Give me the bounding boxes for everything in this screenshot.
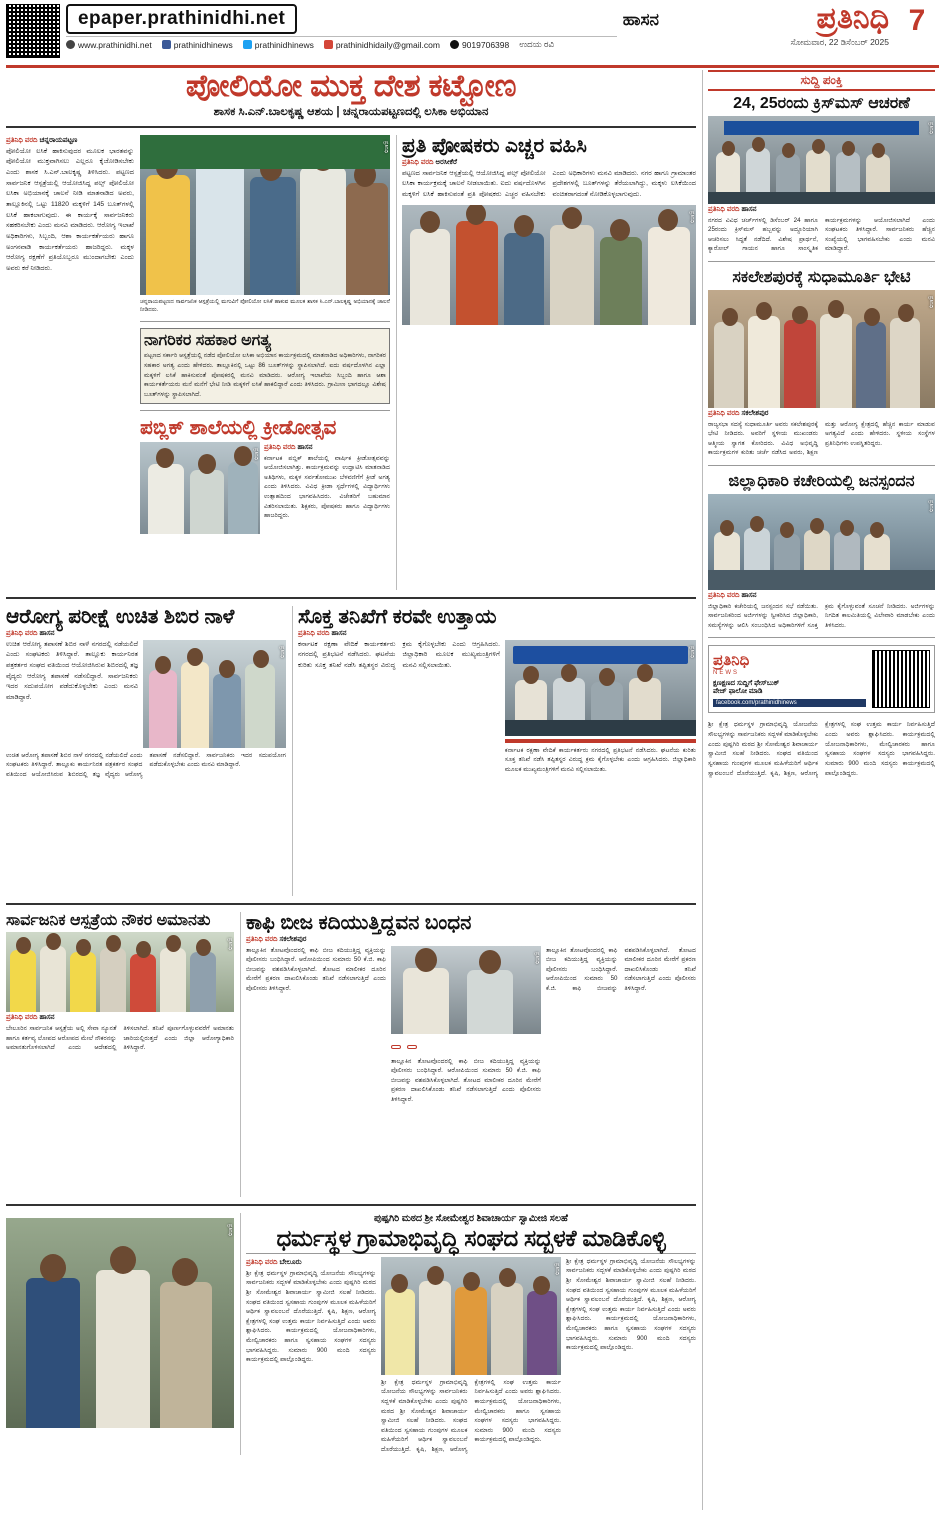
article-body: ಪಟ್ಟಣದ ಸಾರ್ವಜನಿಕ ಆಸ್ಪತ್ರೆಯಲ್ಲಿ ಆಯೋಜಿಸಿದ್ದ ಪಲ್ಸ್ ಪೋಲಿಯೋ ಲಸಿಕಾ ಕಾರ್ಯಕ್ರಮಕ್ಕೆ ಚಾಲನೆ ನೀಡಲಾಯಿತು. ಐದು ವರ್ಷದೊಳಗಿನ ಮಕ್ಕಳಿಗೆ ಲಸಿಕೆ ಹಾಕಿಸುವಂತೆ ಪ್ರತಿ ಪೋಷಕರು ಎಚ್ಚರ ವಹಿಸಬೇಕು ಎಂದು ಅಧಿಕಾರಿಗಳು ಮನವಿ ಮಾಡಿದರು. ನಗರ ಹಾಗೂ ಗ್ರಾಮಾಂತರ ಪ್ರದೇಶಗಳಲ್ಲಿ ಬೂತ್‌ಗಳನ್ನು ತೆರೆಯಲಾಗಿದ್ದು, ಮಕ್ಕಳು ಲಸಿಕೆಯಿಂದ ವಂಚಿತರಾಗದಂತೆ ನೋಡಿಕೊಳ್ಳಲಾಗುವುದು. [402,169,696,198]
article-photo [402,205,696,325]
camp-badge [505,739,696,743]
article-suspension [240,912,696,1197]
photo-credit: ಪ್ರತಿನಿಧಿ [227,1223,233,1236]
photo-credit: ಪ್ರತಿನಿಧಿ [227,938,233,951]
article-nagarikara [396,135,696,590]
lead-text-col [6,135,134,590]
photo-credit: ಪ್ರತಿನಿಧಿ [279,645,285,658]
body-grid [6,70,939,1510]
divider [140,321,390,322]
article-body: ಜಿಲ್ಲಾಧಿಕಾರಿ ಕಚೇರಿಯಲ್ಲಿ ಜನಸ್ಪಂದನ ಸಭೆ ನಡೆಯಿತು. ಸಾರ್ವಜನಿಕರಿಂದ ಅರ್ಜಿಗಳನ್ನು ಸ್ವೀಕರಿಸಿದ ಜಿಲ್ಲಾಧಿಕಾರಿ, ಸಮಸ್ಯೆಗಳನ್ನು ಆಲಿಸಿ ಸಂಬಂಧಿಸಿದ ಅಧಿಕಾರಿಗಳಿಗೆ ಸೂಕ್ತ ಕ್ರಮ ಕೈಗೊಳ್ಳುವಂತೆ ಸೂಚನೆ ನೀಡಿದರು. ಅರ್ಜಿಗಳನ್ನು ನಿಗದಿತ ಕಾಲಮಿತಿಯಲ್ಲಿ ವಿಲೇವಾರಿ ಮಾಡಬೇಕು ಎಂದು ತಿಳಿಸಿದರು. [708,602,935,629]
promo-url[interactable]: facebook.com/prathinidhinews [713,699,866,707]
article-health-camp [292,606,696,896]
divider [6,903,696,905]
promo-text [713,652,866,707]
contact-bar [66,36,617,50]
rail-item-sudhamurthy [708,269,935,458]
article-body-cont: ಉಚಿತ ಆರೋಗ್ಯ ತಪಾಸಣೆ ಶಿಬಿರ ನಾಳೆ ನಗರದಲ್ಲಿ ನಡೆಯಲಿದೆ ಎಂದು ಸಂಘಟಕರು ತಿಳಿಸಿದ್ದಾರೆ. ತಾಲ್ಲೂಕು ಕಾರ್ಯನಿರತ ಪತ್ರಕರ್ತರ ಸಂಘದ ವತಿಯಿಂದ ಆಯೋಜಿಸಿರುವ ಶಿಬಿರದಲ್ಲಿ ತಜ್ಞ ವೈದ್ಯರು ಆರೋಗ್ಯ ತಪಾಸಣೆ ನಡೆಸಲಿದ್ದಾರೆ. ಸಾರ್ವಜನಿಕರು ಇದರ ಸದುಪಯೋಗ ಪಡೆದುಕೊಳ್ಳಬೇಕು ಎಂದು ಮನವಿ ಮಾಡಿದ್ದಾರೆ. [6,751,286,778]
rail-item-christmas [708,95,935,254]
photo-credit: ಪ್ರತಿನಿಧಿ [928,121,934,134]
epaper-block [66,4,617,50]
website-link[interactable] [66,40,152,50]
feature-headline: ಧರ್ಮಸ್ಥಳ ಗ್ರಾಮಾಭಿವೃದ್ಧಿ ಸಂಘದ ಸದ್ಬಳಕೆ ಮಾಡಿಕೊಳ್ಳಿ [276,1224,666,1251]
article-title: ಸಾರ್ವಜನಿಕ ಆಸ್ಪತ್ರೆಯ ನೌಕರ ಅಮಾನತು [6,911,211,929]
photo-credit: ಪ್ರತಿನಿಧಿ [689,210,695,223]
article-title: ಆರೋಗ್ಯ ಪರೀಕ್ಷೆ ಉಚಿತ ಶಿಬಿರ ನಾಳೆ [6,605,235,628]
article-poshakaru [140,417,390,534]
globe-icon [66,40,75,49]
divider [708,637,935,638]
divider [708,465,935,466]
byline: ಪ್ರತಿನಿಧಿ ವರದಿ ಹಾಸನ [708,591,757,599]
byline: ಪ್ರತಿನಿಧಿ ವರದಿ ಹಾಸನ [708,205,757,213]
facebook-link[interactable] [162,40,233,50]
website-label: www.prathinidhi.net [78,39,152,50]
photo-credit: ಪ್ರತಿನಿಧಿ [689,645,695,658]
rail-item-janaspandana [708,473,935,630]
article-body-extra: ತಾಲ್ಲೂಕಿನ ತೋಟವೊಂದರಲ್ಲಿ ಕಾಫಿ ಬೀಜ ಕದಿಯುತ್ತಿದ್ದ ವ್ಯಕ್ತಿಯನ್ನು ಪೊಲೀಸರು ಬಂಧಿಸಿದ್ದಾರೆ. ಆರೋಪಿಯಿಂದ ಸುಮಾರು 50 ಕೆ.ಜಿ. ಕಾಫಿ ಬೀಜವನ್ನು ವಶಪಡಿಸಿಕೊಳ್ಳಲಾಗಿದೆ. ತೋಟದ ಮಾಲೀಕರ ದೂರಿನ ಮೇರೆಗೆ ಪ್ರಕರಣ ದಾಖಲಿಸಿಕೊಂಡು ತನಿಖೆ ನಡೆಸಲಾಗುತ್ತಿದೆ ಎಂದು ಪೊಲೀಸರು ತಿಳಿಸಿದ್ದಾರೆ. [546,946,696,992]
divider [708,261,935,262]
qr-code-icon[interactable] [6,4,60,58]
article-body: ಉಚಿತ ಆರೋಗ್ಯ ತಪಾಸಣೆ ಶಿಬಿರ ನಾಳೆ ನಗರದಲ್ಲಿ ನಡೆಯಲಿದೆ ಎಂದು ಸಂಘಟಕರು ತಿಳಿಸಿದ್ದಾರೆ. ತಾಲ್ಲೂಕು ಕಾರ್ಯನಿರತ ಪತ್ರಕರ್ತರ ಸಂಘದ ವತಿಯಿಂದ ಆಯೋಜಿಸಿರುವ ಶಿಬಿರದಲ್ಲಿ ತಜ್ಞ ವೈದ್ಯರು ಆರೋಗ್ಯ ತಪಾಸಣೆ ನಡೆಸಲಿದ್ದಾರೆ. ಸಾರ್ವಜನಿಕರು ಇದರ ಸದುಪಯೋಗ ಪಡೆದುಕೊಳ್ಳಬೇಕು ಎಂದು ಮನವಿ ಮಾಡಿದ್ದಾರೆ. [6,640,138,701]
promo-line2: ಪೇಜ್ ಫಾಲೋ ಮಾಡಿ [713,687,763,695]
article-title: 24, 25ರಂದು ಕ್ರಿಸ್‌ಮಸ್ ಆಚರಣೆ [733,95,910,112]
issue-date: ಸೋಮವಾರ, 22 ಡಿಸೆಂಬರ್ 2025 [790,37,889,47]
feature-tail-text: ಶ್ರೀ ಕ್ಷೇತ್ರ ಧರ್ಮಸ್ಥಳ ಗ್ರಾಮಾಭಿವೃದ್ಧಿ ಯೋಜನೆಯ ಸೌಲಭ್ಯಗಳನ್ನು ಸಾರ್ವಜನಿಕರು ಸದ್ಬಳಕೆ ಮಾಡಿಕೊಳ್ಳಬೇಕು ಎಂದು ಪುಷ್ಪಗಿರಿ ಮಠದ ಶ್ರೀ ಸೋಮೇಶ್ವರ ಶಿವಾಚಾರ್ಯ ಸ್ವಾಮೀಜಿ ಸಲಹೆ ನೀಡಿದರು. ಸಂಘದ ವತಿಯಿಂದ ಸ್ವಸಹಾಯ ಗುಂಪುಗಳ ಮೂಲಕ ಮಹಿಳೆಯರಿಗೆ ಆರ್ಥಿಕ ಸ್ವಾವಲಂಬನೆ ದೊರೆಯುತ್ತಿದೆ. ಕೃಷಿ, ಶಿಕ್ಷಣ, ಆರೋಗ್ಯ ಕ್ಷೇತ್ರಗಳಲ್ಲಿ ಸಂಘ ಉತ್ತಮ ಕಾರ್ಯ ನಿರ್ವಹಿಸುತ್ತಿದೆ ಎಂದು ಅವರು ಶ್ಲಾಘಿಸಿದರು. ಕಾರ್ಯಕ್ರಮದಲ್ಲಿ ಯೋಜನಾಧಿಕಾರಿಗಳು, ಮೇಲ್ವಿಚಾರಕರು ಹಾಗೂ ಸ್ವಸಹಾಯ ಸಂಘಗಳ ಸದಸ್ಯರು ಭಾಗವಹಿಸಿದ್ದರು. ಸುಮಾರು 900 ಮಂದಿ ಸದಸ್ಯರು ಕಾರ್ಯಕ್ರಮದಲ್ಲಿ ಪಾಲ್ಗೊಂಡಿದ್ದರು. [708,721,935,777]
epaper-url[interactable]: epaper.prathinidhi.net [66,4,297,34]
article-photo [140,442,260,534]
photo-credit: ಪ್ರತಿನಿಧಿ [928,499,934,512]
article-title: ಪಬ್ಲಿಕ್ ಶಾಲೆಯಲ್ಲಿ ಕ್ರೀಡೋತ್ಸವ [140,416,337,439]
article-photo [708,116,935,204]
edition-name: ಹಾಸನ [622,10,659,29]
lead-photo-caption: ಚನ್ನರಾಯಪಟ್ಟಣದ ಸಾರ್ವಜನಿಕ ಆಸ್ಪತ್ರೆಯಲ್ಲಿ ಮಗುವಿಗೆ ಪೋಲಿಯೋ ಲಸಿಕೆ ಹಾಕುವ ಮೂಲಕ ಶಾಸಕ ಸಿ.ಎನ್.ಬಾಲಕೃಷ್ಣ ಅಭಿಯಾನಕ್ಕೆ ಚಾಲನೆ ನೀಡಿದರು. [140,298,390,314]
article-title: ಜಿಲ್ಲಾಧಿಕಾರಿ ಕಚೇರಿಯಲ್ಲಿ ಜನಸ್ಪಂದನ [728,473,915,491]
article-body: ತಾಲ್ಲೂಕಿನ ತೋಟವೊಂದರಲ್ಲಿ ಕಾಫಿ ಬೀಜ ಕದಿಯುತ್ತಿದ್ದ ವ್ಯಕ್ತಿಯನ್ನು ಪೊಲೀಸರು ಬಂಧಿಸಿದ್ದಾರೆ. ಆರೋಪಿಯಿಂದ ಸುಮಾರು 50 ಕೆ.ಜಿ. ಕಾಫಿ ಬೀಜವನ್ನು ವಶಪಡಿಸಿಕೊಳ್ಳಲಾಗಿದೆ. ತೋಟದ ಮಾಲೀಕರ ದೂರಿನ ಮೇರೆಗೆ ಪ್ರಕರಣ ದಾಖಲಿಸಿಕೊಂಡು ತನಿಖೆ ನಡೆಸಲಾಗುತ್ತಿದೆ ಎಂದು ಪೊಲೀಸರು ತಿಳಿಸಿದ್ದಾರೆ. [246,946,386,992]
phone-link[interactable] [450,40,509,50]
page-number: 7 [908,4,926,37]
article-coffee [6,1213,234,1455]
email-label: prathinidhidaily@gmail.com [335,39,440,50]
article-photo [708,494,935,590]
article-body-cont: ತಾಲ್ಲೂಕಿನ ತೋಟವೊಂದರಲ್ಲಿ ಕಾಫಿ ಬೀಜ ಕದಿಯುತ್ತಿದ್ದ ವ್ಯಕ್ತಿಯನ್ನು ಪೊಲೀಸರು ಬಂಧಿಸಿದ್ದಾರೆ. ಆರೋಪಿಯಿಂದ ಸುಮಾರು 50 ಕೆ.ಜಿ. ಕಾಫಿ ಬೀಜವನ್ನು ವಶಪಡಿಸಿಕೊಳ್ಳಲಾಗಿದೆ. ತೋಟದ ಮಾಲೀಕರ ದೂರಿನ ಮೇರೆಗೆ ಪ್ರಕರಣ ದಾಖಲಿಸಿಕೊಂಡು ತನಿಖೆ ನಡೆಸಲಾಗುತ್ತಿದೆ ಎಂದು ಪೊಲೀಸರು ತಿಳಿಸಿದ್ದಾರೆ. [391,1057,541,1103]
article-body: ಪಟ್ಟಣದ ಸರ್ಕಾರಿ ಆಸ್ಪತ್ರೆಯಲ್ಲಿ ನಡೆದ ಪೋಲಿಯೋ ಲಸಿಕಾ ಅಭಿಯಾನ ಕಾರ್ಯಕ್ರಮದಲ್ಲಿ ಮಾತನಾಡಿದ ಅಧಿಕಾರಿಗಳು, ನಾಗರಿಕರ ಸಹಕಾರ ಅಗತ್ಯ ಎಂದು ಹೇಳಿದರು. ತಾಲ್ಲೂಕಿನಲ್ಲಿ ಒಟ್ಟು 86 ಬೂತ್‌ಗಳನ್ನು ಸ್ಥಾಪಿಸಲಾಗಿದೆ. ಐದು ವರ್ಷದೊಳಗಿನ ಎಲ್ಲಾ ಮಕ್ಕಳಿಗೆ ಲಸಿಕೆ ಹಾಕಿಸುವಂತೆ ಪೋಷಕರಲ್ಲಿ ಮನವಿ ಮಾಡಿದರು. ಆರೋಗ್ಯ ಇಲಾಖೆಯ ಸಿಬ್ಬಂದಿ ಹಾಗೂ ಆಶಾ ಕಾರ್ಯಕರ್ತೆಯರು ಮನೆ ಮನೆಗೆ ಭೇಟಿ ನೀಡಿ ಮಕ್ಕಳಿಗೆ ಲಸಿಕೆ ಹಾಕಲಿದ್ದಾರೆ ಎಂದು ತಿಳಿಸಿದರು. ಗ್ರಾಮೀಣ ಭಾಗದಲ್ಲೂ ವಿಶೇಷ ಬೂತ್‌ಗಳನ್ನು ಸ್ಥಾಪಿಸಲಾಗಿದೆ. [144,352,386,398]
lead-photo [140,135,390,295]
article-photo [143,640,286,748]
facebook-promo[interactable] [708,645,935,713]
article-body: ಕರ್ನಾಟಕ ರಕ್ಷಣಾ ವೇದಿಕೆ ಕಾರ್ಯಕರ್ತರು ನಗರದಲ್ಲಿ ಪ್ರತಿಭಟನೆ ನಡೆಸಿದರು. ಘಟನೆಯ ಕುರಿತು ಸೂಕ್ತ ತನಿಖೆ ನಡೆಸಿ ತಪ್ಪಿತಸ್ಥರ ವಿರುದ್ಧ ಕ್ರಮ ಕೈಗೊಳ್ಳಬೇಕು ಎಂದು ಆಗ್ರಹಿಸಿದರು. ಜಿಲ್ಲಾಧಿಕಾರಿ ಮೂಲಕ ಮುಖ್ಯಮಂತ್ರಿಗಳಿಗೆ ಮನವಿ ಸಲ್ಲಿಸಲಾಯಿತು. [298,640,500,669]
article-tayi-magu [140,328,390,404]
lead-body: ಪೋಲಿಯೋ ಲಸಿಕೆ ಹಾಕಿಸುವುದರ ಮೂಲಕ ಭಾರತವನ್ನು ಪೋಲಿಯೋ ಮುಕ್ತವಾಗಿಸಲು ಎಲ್ಲರೂ ಕೈಜೋಡಿಸಬೇಕು ಎಂದು ಶಾಸಕ ಸಿ.ಎನ್.ಬಾಲಕೃಷ್ಣ ತಿಳಿಸಿದರು. ಪಟ್ಟಣದ ಸಾರ್ವಜನಿಕ ಆಸ್ಪತ್ರೆಯಲ್ಲಿ ಆಯೋಜಿಸಿದ್ದ ಪಲ್ಸ್ ಪೋಲಿಯೋ ಲಸಿಕಾ ಅಭಿಯಾನಕ್ಕೆ ಚಾಲನೆ ನೀಡಿ ಮಾತನಾಡಿದ ಅವರು, ತಾಲ್ಲೂಕಿನಲ್ಲಿ ಒಟ್ಟು 11820 ಮಕ್ಕಳಿಗೆ 145 ಬೂತ್‌ಗಳಲ್ಲಿ ಲಸಿಕೆ ಹಾಕಲಾಗುವುದು. ಈ ಕಾರ್ಯಕ್ಕೆ ಸಾರ್ವಜನಿಕರು ಸಹಕರಿಸಬೇಕು ಎಂದು ಮನವಿ ಮಾಡಿದರು. ಆರೋಗ್ಯ ಇಲಾಖೆ ಅಧಿಕಾರಿಗಳು, ಸಿಬ್ಬಂದಿ, ಆಶಾ ಕಾರ್ಯಕರ್ತೆಯರು ಹಾಗೂ ಅಂಗನವಾಡಿ ಕಾರ್ಯಕರ್ತೆಯರು ಹಾಜರಿದ್ದರು. ಮಕ್ಕಳ ಆರೋಗ್ಯ ರಕ್ಷಣೆಗೆ ಪ್ರತಿಯೊಬ್ಬರೂ ಮುಂದಾಗಬೇಕು ಎಂದು ಅವರು ಕರೆ ನೀಡಿದರು. [6,147,134,272]
byline: ಪ್ರತಿನಿಧಿ ವರದಿ ಅರಸೀಕೆರೆ [402,158,458,166]
phone-label: 9019706398 [461,39,510,50]
article-photo [391,946,541,1034]
photo-credit: ಪ್ರತಿನಿಧಿ [554,1262,560,1275]
divider [246,1253,696,1254]
facebook-label: prathinidhinews [173,39,233,50]
divider [140,410,390,411]
facebook-icon [162,40,171,49]
article-photo [6,1218,234,1428]
lead-row [6,135,696,590]
udaya-ravi-label: ಉದಯ ರವಿ [519,39,555,49]
twitter-link[interactable] [243,40,314,50]
promo-line1: ಕ್ಷಣಕ್ಷಣದ ಸುದ್ದಿಗೆ ಫೇಸ್‌ಬುಕ್ [713,679,780,687]
article-photo [708,290,935,408]
article-body-cont: ಕರ್ನಾಟಕ ರಕ್ಷಣಾ ವೇದಿಕೆ ಕಾರ್ಯಕರ್ತರು ನಗರದಲ್ಲಿ ಪ್ರತಿಭಟನೆ ನಡೆಸಿದರು. ಘಟನೆಯ ಕುರಿತು ಸೂಕ್ತ ತನಿಖೆ ನಡೆಸಿ ತಪ್ಪಿತಸ್ಥರ ವಿರುದ್ಧ ಕ್ರಮ ಕೈಗೊಳ್ಳಬೇಕು ಎಂದು ಆಗ್ರಹಿಸಿದರು. ಜಿಲ್ಲಾಧಿಕಾರಿ ಮೂಲಕ ಮುಖ್ಯಮಂತ್ರಿಗಳಿಗೆ ಮನವಿ ಸಲ್ಲಿಸಲಾಯಿತು. [504,746,696,773]
second-row [6,606,696,896]
status-badge [407,1045,417,1049]
feature-kicker: ಪುಷ್ಪಗಿರಿ ಮಠದ ಶ್ರೀ ಸೋಮೇಶ್ವರ ಶಿವಾಚಾರ್ಯ ಸ್ವಾಮೀಜಿ ಸಲಹೆ [374,1212,568,1224]
article-karave [6,912,234,1197]
divider [6,1204,696,1206]
article-body: ಬೇಲೂರಿನ ಸಾರ್ವಜನಿಕ ಆಸ್ಪತ್ರೆಯ ಅಲ್ಲಿ ಸೇವಾ ನ್ಯೂನತೆ ಹಾಗೂ ಕರ್ತವ್ಯ ಲೋಪದ ಆರೋಪದ ಮೇಲೆ ನೌಕರನನ್ನು ಅಮಾನತುಗೊಳಿಸಲಾಗಿದೆ ಎಂದು ಆದೇಶದಲ್ಲಿ ತಿಳಿಸಲಾಗಿದೆ. ತನಿಖೆ ಪೂರ್ಣಗೊಳ್ಳುವವರೆಗೆ ಅಮಾನತು ಜಾರಿಯಲ್ಲಿರುತ್ತದೆ ಎಂದು ಜಿಲ್ಲಾ ಆರೋಗ್ಯಾಧಿಕಾರಿ ತಿಳಿಸಿದ್ದಾರೆ. [6,1025,234,1052]
photo-credit: ಪ್ರತಿನಿಧಿ [928,295,934,308]
section-title: ಸುದ್ದಿ ಪಂಕ್ತಿ [708,70,935,91]
bottom-feature [240,1213,696,1455]
byline: ಪ್ರತಿನಿಧಿ ವರದಿ ಸಕಲೇಶಪುರ [246,935,307,943]
right-rail [702,70,935,1510]
article-body: ನಗರದ ವಿವಿಧ ಚರ್ಚ್‌ಗಳಲ್ಲಿ ಡಿಸೆಂಬರ್ 24 ಹಾಗೂ 25ರಂದು ಕ್ರಿಸ್‌ಮಸ್ ಹಬ್ಬವನ್ನು ಅದ್ದೂರಿಯಾಗಿ ಆಚರಿಸಲು ಸಿದ್ಧತೆ ನಡೆದಿದೆ. ವಿಶೇಷ ಪ್ರಾರ್ಥನೆ, ಕ್ಯಾರೋಲ್ ಗಾಯನ ಹಾಗೂ ಸಾಂಸ್ಕೃತಿಕ ಕಾರ್ಯಕ್ರಮಗಳನ್ನು ಆಯೋಜಿಸಲಾಗಿದೆ ಎಂದು ಸಂಘಟಕರು ತಿಳಿಸಿದ್ದಾರೆ. ಸಾರ್ವಜನಿಕರು ಹೆಚ್ಚಿನ ಸಂಖ್ಯೆಯಲ್ಲಿ ಭಾಗವಹಿಸಬೇಕು ಎಂದು ಮನವಿ ಮಾಡಿದ್ದಾರೆ. [708,216,935,253]
feature-photo [381,1257,561,1375]
divider [6,597,696,599]
article-title: ಪ್ರತಿ ಪೋಷಕರು ಎಚ್ಚರ ವಹಿಸಿ [402,134,587,157]
promo-logo-sub: NEWS [713,669,739,676]
article-title: ಕಾಫಿ ಬೀಜ ಕದಿಯುತ್ತಿದ್ದವನ ಬಂಧನ [246,911,472,934]
brand-title: ಪ್ರತಿನಿಧಿ [816,2,889,35]
article-body: ಕರ್ನಾಟಕ ಪಬ್ಲಿಕ್ ಶಾಲೆಯಲ್ಲಿ ವಾರ್ಷಿಕ ಕ್ರೀಡೋತ್ಸವವನ್ನು ಆಯೋಜಿಸಲಾಗಿತ್ತು. ಕಾರ್ಯಕ್ರಮವನ್ನು ಉದ್ಘಾಟಿಸಿ ಮಾತನಾಡಿದ ಅತಿಥಿಗಳು, ಮಕ್ಕಳ ಸರ್ವತೋಮುಖ ಬೆಳವಣಿಗೆಗೆ ಕ್ರೀಡೆ ಅಗತ್ಯ ಎಂದು ತಿಳಿಸಿದರು. ವಿವಿಧ ಕ್ರೀಡಾ ಸ್ಪರ್ಧೆಗಳಲ್ಲಿ ವಿದ್ಯಾರ್ಥಿಗಳು ಉತ್ಸಾಹದಿಂದ ಭಾಗವಹಿಸಿದರು. ವಿಜೇತರಿಗೆ ಬಹುಮಾನ ವಿತರಿಸಲಾಯಿತು. ಶಿಕ್ಷಕರು, ಪೋಷಕರು ಹಾಗೂ ವಿದ್ಯಾರ್ಥಿಗಳು ಹಾಜರಿದ್ದರು. [264,454,390,520]
article-photo [6,932,234,1012]
twitter-label: prathinidhinews [254,39,314,50]
divider [6,126,696,128]
article-body: ರಾಜ್ಯಸಭಾ ಸದಸ್ಯೆ ಸುಧಾಮೂರ್ತಿ ಅವರು ಸಕಲೇಶಪುರಕ್ಕೆ ಭೇಟಿ ನೀಡಿದರು. ಅವರಿಗೆ ಸ್ಥಳೀಯ ಮುಖಂಡರು ಆತ್ಮೀಯ ಸ್ವಾಗತ ಕೋರಿದರು. ವಿವಿಧ ಅಭಿವೃದ್ಧಿ ಕಾರ್ಯಕ್ರಮಗಳ ಕುರಿತು ಚರ್ಚೆ ನಡೆಸಿದ ಅವರು, ಶಿಕ್ಷಣ ಮತ್ತು ಆರೋಗ್ಯ ಕ್ಷೇತ್ರದಲ್ಲಿ ಹೆಚ್ಚಿನ ಕಾರ್ಯ ಮಾಡುವ ಅಗತ್ಯವಿದೆ ಎಂದು ಹೇಳಿದರು. ಸ್ಥಳೀಯ ಸಂಸ್ಥೆಗಳ ಪ್ರತಿನಿಧಿಗಳು ಉಪಸ್ಥಿತರಿದ್ದರು. [708,420,935,457]
byline: ಪ್ರತಿನಿಧಿ ವರದಿ ಸಕಲೇಶಪುರ [708,409,769,417]
mail-icon [324,40,333,49]
byline: ಪ್ರತಿನಿಧಿ ವರದಿ ಚನ್ನರಾಯಪಟ್ಟಣ [6,136,78,144]
photo-credit: ಪ್ರತಿನಿಧಿ [534,951,540,964]
byline: ಪ್ರತಿನಿಧಿ ವರದಿ ಬೇಲೂರು [246,1258,302,1266]
email-link[interactable] [324,40,440,50]
feature-body: ಶ್ರೀ ಕ್ಷೇತ್ರ ಧರ್ಮಸ್ಥಳ ಗ್ರಾಮಾಭಿವೃದ್ಧಿ ಯೋಜನೆಯ ಸೌಲಭ್ಯಗಳನ್ನು ಸಾರ್ವಜನಿಕರು ಸದ್ಬಳಕೆ ಮಾಡಿಕೊಳ್ಳಬೇಕು ಎಂದು ಪುಷ್ಪಗಿರಿ ಮಠದ ಶ್ರೀ ಸೋಮೇಶ್ವರ ಶಿವಾಚಾರ್ಯ ಸ್ವಾಮೀಜಿ ಸಲಹೆ ನೀಡಿದರು. ಸಂಘದ ವತಿಯಿಂದ ಸ್ವಸಹಾಯ ಗುಂಪುಗಳ ಮೂಲಕ ಮಹಿಳೆಯರಿಗೆ ಆರ್ಥಿಕ ಸ್ವಾವಲಂಬನೆ ದೊರೆಯುತ್ತಿದೆ. ಕೃಷಿ, ಶಿಕ್ಷಣ, ಆರೋಗ್ಯ ಕ್ಷೇತ್ರಗಳಲ್ಲಿ ಸಂಘ ಉತ್ತಮ ಕಾರ್ಯ ನಿರ್ವಹಿಸುತ್ತಿದೆ ಎಂದು ಅವರು ಶ್ಲಾಘಿಸಿದರು. ಕಾರ್ಯಕ್ರಮದಲ್ಲಿ ಯೋಜನಾಧಿಕಾರಿಗಳು, ಮೇಲ್ವಿಚಾರಕರು ಹಾಗೂ ಸ್ವಸಹಾಯ ಸಂಘಗಳ ಸದಸ್ಯರು ಭಾಗವಹಿಸಿದ್ದರು. ಸುಮಾರು 900 ಮಂದಿ ಸದಸ್ಯರು ಕಾರ್ಯಕ್ರಮದಲ್ಲಿ ಪಾಲ್ಗೊಂಡಿದ್ದರು. [246,1269,376,1364]
byline: ಪ್ರತಿನಿಧಿ ವರದಿ ಹಾಸನ [298,629,347,637]
lead-photo-col [140,135,390,590]
left-zone [6,70,696,1510]
lead-headline: ಪೋಲಿಯೋ ಮುಕ್ತ ದೇಶ ಕಟ್ಟೋಣ [185,68,517,103]
twitter-icon [243,40,252,49]
fourth-row [6,1213,696,1455]
photo-credit: ಪ್ರತಿನಿಧಿ [253,447,259,460]
phone-icon [450,40,459,49]
byline: ಪ್ರತಿನಿಧಿ ವರದಿ ಹಾಸನ [264,443,313,451]
byline: ಪ್ರತಿನಿಧಿ ವರದಿ ಹಾಸನ [6,1014,55,1022]
brand-block [679,4,889,48]
feature-body-cont: ಶ್ರೀ ಕ್ಷೇತ್ರ ಧರ್ಮಸ್ಥಳ ಗ್ರಾಮಾಭಿವೃದ್ಧಿ ಯೋಜನೆಯ ಸೌಲಭ್ಯಗಳನ್ನು ಸಾರ್ವಜನಿಕರು ಸದ್ಬಳಕೆ ಮಾಡಿಕೊಳ್ಳಬೇಕು ಎಂದು ಪುಷ್ಪಗಿರಿ ಮಠದ ಶ್ರೀ ಸೋಮೇಶ್ವರ ಶಿವಾಚಾರ್ಯ ಸ್ವಾಮೀಜಿ ಸಲಹೆ ನೀಡಿದರು. ಸಂಘದ ವತಿಯಿಂದ ಸ್ವಸಹಾಯ ಗುಂಪುಗಳ ಮೂಲಕ ಮಹಿಳೆಯರಿಗೆ ಆರ್ಥಿಕ ಸ್ವಾವಲಂಬನೆ ದೊರೆಯುತ್ತಿದೆ. ಕೃಷಿ, ಶಿಕ್ಷಣ, ಆರೋಗ್ಯ ಕ್ಷೇತ್ರಗಳಲ್ಲಿ ಸಂಘ ಉತ್ತಮ ಕಾರ್ಯ ನಿರ್ವಹಿಸುತ್ತಿದೆ ಎಂದು ಅವರು ಶ್ಲಾಘಿಸಿದರು. ಕಾರ್ಯಕ್ರಮದಲ್ಲಿ ಯೋಜನಾಧಿಕಾರಿಗಳು, ಮೇಲ್ವಿಚಾರಕರು ಹಾಗೂ ಸ್ವಸಹಾಯ ಸಂಘಗಳ ಸದಸ್ಯರು ಭಾಗವಹಿಸಿದ್ದರು. ಸುಮಾರು 900 ಮಂದಿ ಸದಸ್ಯರು ಕಾರ್ಯಕ್ರಮದಲ್ಲಿ ಪಾಲ್ಗೊಂಡಿದ್ದರು. [381,1378,561,1453]
article-sports [6,606,286,896]
status-badge [391,1045,401,1049]
lead-subheadline: ಶಾಸಕ ಸಿ.ಎನ್.ಬಾಲಕೃಷ್ಣ ಆಶಯ | ಚನ್ನರಾಯಪಟ್ಟಣದಲ್ಲಿ ಲಸಿಕಾ ಅಭಿಯಾನ [213,105,489,118]
article-photo [505,640,696,736]
qr-code-icon[interactable] [872,650,930,708]
promo-logo: ಪ್ರತಿನಿಧಿ [713,652,750,669]
article-title: ಸಕಲೇಶಪುರಕ್ಕೆ ಸುಧಾಮೂರ್ತಿ ಭೇಟಿ [732,269,911,287]
byline: ಪ್ರತಿನಿಧಿ ವರದಿ ಹಾಸನ [6,629,55,637]
lead-headline-block [6,70,696,119]
photo-credit: ಪ್ರತಿನಿಧಿ [383,140,389,153]
article-title: ಸೊಕ್ತ ತನಿಖೆಗೆ ಕರವೇ ಉತ್ತಾಯ [298,605,497,628]
masthead [6,4,939,62]
feature-body-extra: ಶ್ರೀ ಕ್ಷೇತ್ರ ಧರ್ಮಸ್ಥಳ ಗ್ರಾಮಾಭಿವೃದ್ಧಿ ಯೋಜನೆಯ ಸೌಲಭ್ಯಗಳನ್ನು ಸಾರ್ವಜನಿಕರು ಸದ್ಬಳಕೆ ಮಾಡಿಕೊಳ್ಳಬೇಕು ಎಂದು ಪುಷ್ಪಗಿರಿ ಮಠದ ಶ್ರೀ ಸೋಮೇಶ್ವರ ಶಿವಾಚಾರ್ಯ ಸ್ವಾಮೀಜಿ ಸಲಹೆ ನೀಡಿದರು. ಸಂಘದ ವತಿಯಿಂದ ಸ್ವಸಹಾಯ ಗುಂಪುಗಳ ಮೂಲಕ ಮಹಿಳೆಯರಿಗೆ ಆರ್ಥಿಕ ಸ್ವಾವಲಂಬನೆ ದೊರೆಯುತ್ತಿದೆ. ಕೃಷಿ, ಶಿಕ್ಷಣ, ಆರೋಗ್ಯ ಕ್ಷೇತ್ರಗಳಲ್ಲಿ ಸಂಘ ಉತ್ತಮ ಕಾರ್ಯ ನಿರ್ವಹಿಸುತ್ತಿದೆ ಎಂದು ಅವರು ಶ್ಲಾಘಿಸಿದರು. ಕಾರ್ಯಕ್ರಮದಲ್ಲಿ ಯೋಜನಾಧಿಕಾರಿಗಳು, ಮೇಲ್ವಿಚಾರಕರು ಹಾಗೂ ಸ್ವಸಹಾಯ ಸಂಘಗಳ ಸದಸ್ಯರು ಭಾಗವಹಿಸಿದ್ದರು. ಸುಮಾರು 900 ಮಂದಿ ಸದಸ್ಯರು ಕಾರ್ಯಕ್ರಮದಲ್ಲಿ ಪಾಲ್ಗೊಂಡಿದ್ದರು. [566,1257,696,1352]
third-row [6,912,696,1197]
article-title: ನಾಗರಿಕರ ಸಹಕಾರ ಅಗತ್ಯ [144,331,271,349]
